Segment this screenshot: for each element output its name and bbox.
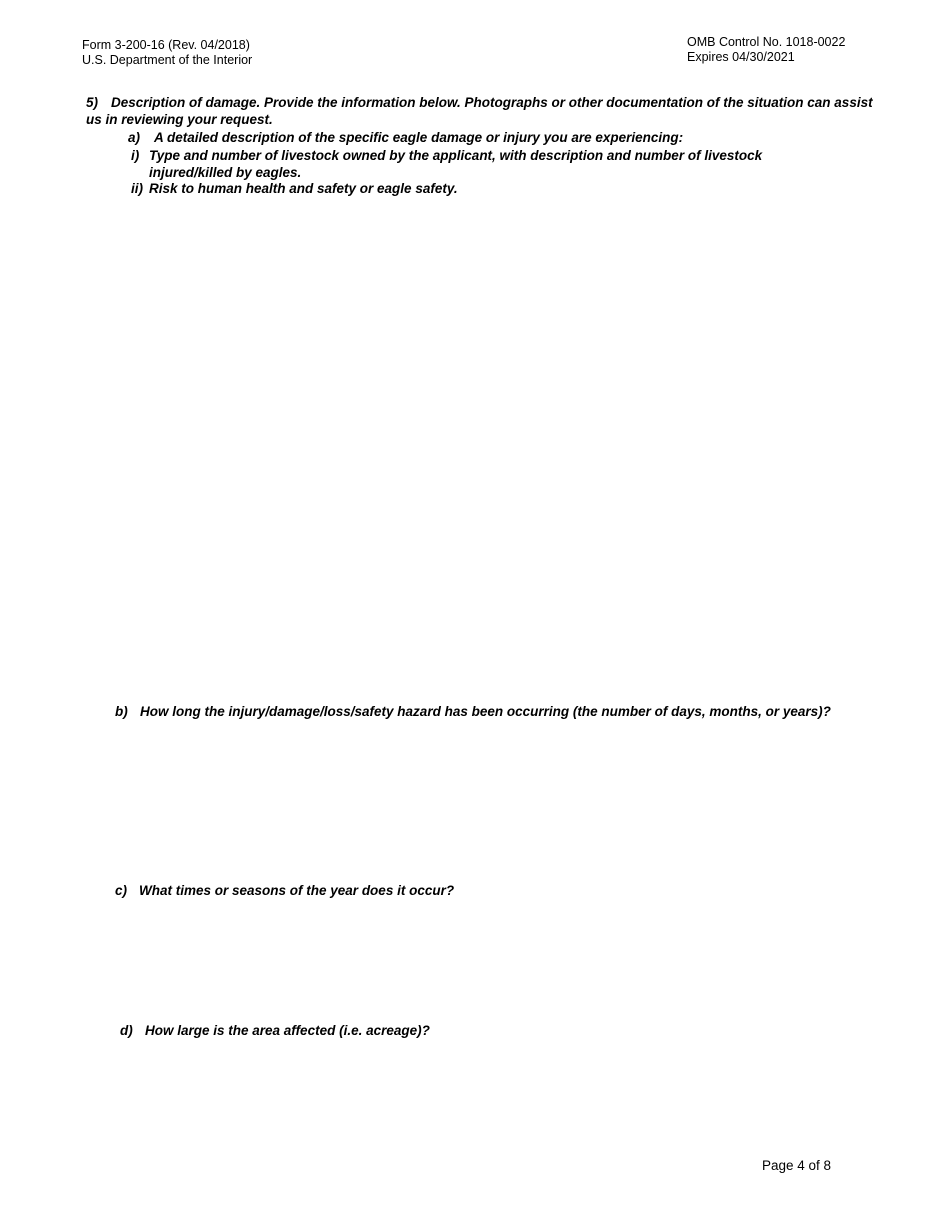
question-5a-i-marker: i) [131, 148, 140, 163]
omb-control-number: OMB Control No. 1018-0022 [687, 35, 846, 49]
form-number: Form 3-200-16 (Rev. 04/2018) [82, 38, 250, 52]
question-5a-ii-text: Risk to human health and safety or eagle safety. [149, 181, 458, 196]
question-5-number: 5) [86, 95, 99, 110]
question-5d [120, 1022, 720, 1039]
question-5a-i-text: Type and number of livestock owned by the applicant, with description and number of livestock injured/killed by eagles. [149, 148, 763, 180]
answer-area-5d[interactable] [86, 1040, 876, 1150]
page-number: Page 4 of 8 [762, 1158, 832, 1173]
question-5a-text: A detailed description of the specific eagle damage or injury you are experiencing: [154, 130, 684, 145]
question-5a-marker: a) [128, 130, 141, 145]
question-5d-text: How large is the area affected (i.e. acreage)? [145, 1023, 430, 1038]
department-name: U.S. Department of the Interior [82, 53, 253, 67]
question-5a-ii [131, 180, 811, 197]
question-5d-marker: d) [120, 1023, 133, 1038]
question-5-heading [86, 94, 876, 128]
question-5b [115, 703, 915, 720]
omb-block [687, 35, 845, 65]
answer-area-5a[interactable] [86, 200, 876, 695]
question-5a-ii-marker: ii) [131, 181, 143, 196]
question-5a [128, 129, 828, 146]
form-identifier-block [82, 38, 252, 68]
question-5b-marker: b) [115, 704, 128, 719]
expiration-date: Expires 04/30/2021 [687, 50, 795, 64]
question-5b-text: How long the injury/damage/loss/safety hazard has been occurring (the number of days, months, or years)? [140, 704, 831, 719]
question-5c [115, 882, 715, 899]
answer-area-5c[interactable] [86, 900, 876, 1015]
question-5a-i [131, 147, 811, 181]
answer-area-5b[interactable] [86, 722, 876, 872]
question-5c-marker: c) [115, 883, 128, 898]
question-5-text: Description of damage. Provide the information below. Photographs or other documentation of the situation can assist us in reviewing your request. [86, 95, 873, 127]
question-5c-text: What times or seasons of the year does it occur? [139, 883, 455, 898]
